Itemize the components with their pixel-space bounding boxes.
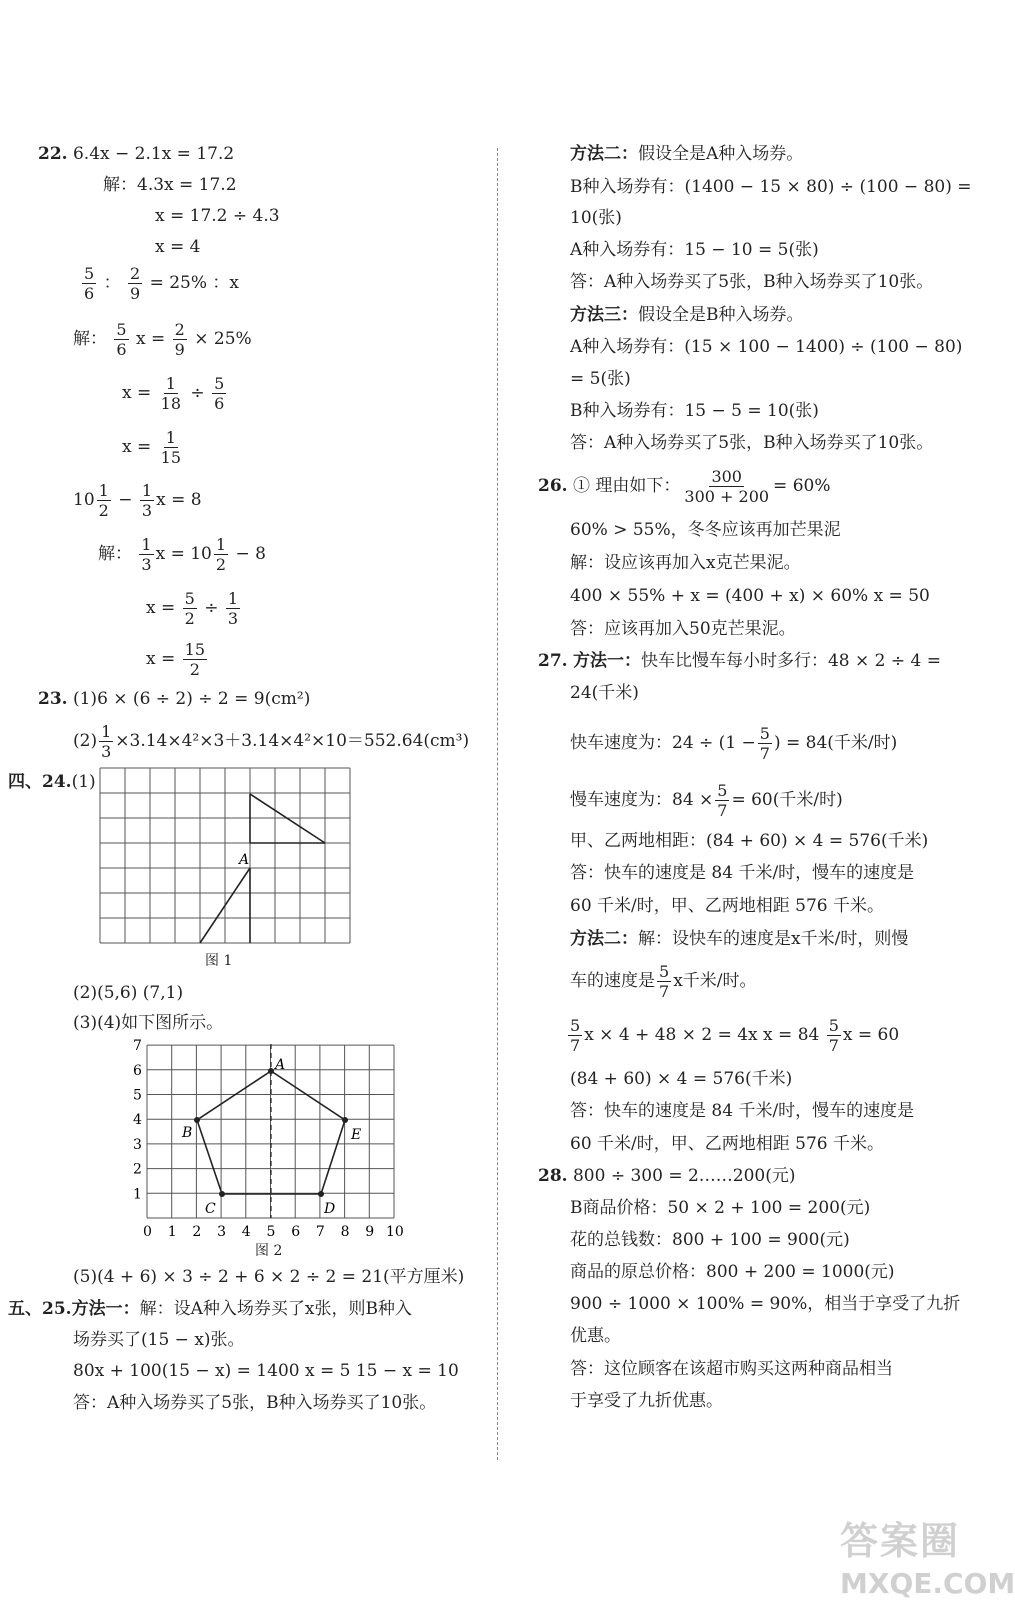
q23-line1	[38, 688, 310, 710]
fig2-label-c: C	[205, 1201, 216, 1217]
q27-equation: $\frac{5}{7}$ x × 4 + 48 × 2 = 4x x = 84 $\frac{5}{7}$ x = 60	[570, 1016, 900, 1055]
q26-line3: 解：设应该再加入x克芒果泥。	[570, 553, 801, 573]
q25-method1-title: 方法一：	[71, 1299, 140, 1319]
fig2-x-tick-label: 0	[143, 1224, 152, 1240]
q25-m2-line4: A种入场券有：15 − 10 = 5(张)	[570, 240, 819, 260]
fig2-y-tick-label: 7	[133, 1038, 142, 1055]
fraction: $\frac{15}{2}$	[184, 640, 206, 679]
fig2-x-tick-label: 7	[315, 1224, 325, 1240]
fraction: $\frac{1}{3}$	[141, 481, 153, 520]
fig2-y-tick-label: 4	[133, 1112, 142, 1129]
q26-line2: 60% > 55%，冬冬应该再加芒果泥	[570, 520, 841, 540]
figure-1-grid	[100, 768, 356, 948]
fig2-y-tick-label: 2	[133, 1161, 142, 1178]
fig2-y-tick-label: 3	[133, 1136, 142, 1153]
q22-eq3: 10 $\frac{1}{2}$ − $\frac{1}{3}$ x = 8	[73, 481, 202, 520]
q22-step2: x = 17.2 ÷ 4.3	[155, 206, 280, 226]
q22-step4: 解： $\frac{5}{6}$ x = $\frac{2}{9}$ × 25%	[73, 320, 252, 359]
fig2-x-tick-label: 2	[192, 1224, 202, 1240]
q28-line6: 优惠。	[570, 1326, 621, 1346]
fig1-point-a: A	[239, 852, 250, 868]
q27-fast-speed: 快车速度为：24 ÷ (1 − $\frac{5}{7}$ ) = 84(千米/时)	[570, 724, 898, 763]
fig2-point-b-dot	[194, 1117, 200, 1123]
q27-answer1-l2: 60 千米/时，甲、乙两地相距 576 千米。	[570, 896, 885, 916]
fraction: $\frac{5}{6}$	[214, 374, 225, 413]
q26-label: 26.	[538, 476, 568, 496]
fraction: $\frac{5}{7}$	[759, 724, 770, 763]
q27-line1: 27. 方法一：快车比慢车每小时多行：48 × 2 ÷ 4 =	[538, 651, 941, 671]
q28-label: 28.	[538, 1166, 568, 1186]
fig2-point-a-dot	[268, 1068, 274, 1074]
watermark	[840, 1510, 1015, 1600]
q24-part1: (1)	[71, 772, 96, 792]
fraction: $\frac{300}{300 + 200}$	[684, 467, 770, 506]
figure-2-coordinate-grid	[125, 1036, 415, 1241]
q22-eq1: 6.4x − 2.1x = 17.2	[72, 144, 235, 164]
fraction: $\frac{1}{3}$	[227, 589, 239, 628]
q27-answer2-l1: 答：快车的速度是 84 千米/时，慢车的速度是	[570, 1101, 915, 1121]
q24-label: 四、24.	[8, 772, 72, 792]
fig2-y-tick-label: 5	[133, 1087, 142, 1104]
q25-m3-line2: A种入场券有：(15 × 100 − 1400) ÷ (100 − 80)	[570, 337, 963, 357]
fraction: $\frac{5}{7}$	[659, 962, 670, 1001]
fig2-y-tick-label: 1	[133, 1186, 142, 1203]
fig2-point-e-dot	[342, 1117, 348, 1123]
q28-line4: 商品的原总价格：800 + 200 = 1000(元)	[570, 1262, 895, 1282]
q25-method3: 方法三：假设全是B种入场券。	[570, 305, 804, 325]
q22-line1	[38, 143, 234, 165]
q22-step7: 解： $\frac{1}{3}$ x = 10 $\frac{1}{2}$ − 8	[98, 535, 266, 574]
fig2-label-a: A	[275, 1057, 286, 1073]
fig2-x-tick-label: 6	[291, 1224, 301, 1240]
q24-part5: (5)(4 + 6) × 3 ÷ 2 + 6 × 2 ÷ 2 = 21(平方厘米)	[73, 1267, 465, 1287]
q26-line1: 26. ① 理由如下： $\frac{300}{300 + 200}$ = 60%	[538, 467, 831, 506]
q25-m3-line4: B种入场券有：15 − 5 = 10(张)	[570, 401, 819, 421]
q28-line1: 28. 800 ÷ 300 = 2……200(元)	[538, 1166, 796, 1186]
q25-m1-line2: 场券买了(15 − x)张。	[73, 1330, 245, 1350]
q22-label: 22.	[38, 144, 68, 164]
q28-answer-l2: 于享受了九折优惠。	[570, 1391, 723, 1411]
q25-label: 五、25.	[8, 1299, 72, 1319]
q27-line9: 车的速度是 $\frac{5}{7}$ x千米/时。	[570, 962, 757, 1001]
q22-step1: 解：4.3x = 17.2	[103, 175, 237, 195]
q27-answer2-l2: 60 千米/时，甲、乙两地相距 576 千米。	[570, 1134, 885, 1154]
fig2-x-tick-label: 5	[266, 1224, 276, 1240]
q25-line1: 五、25.方法一：解：设A种入场券买了x张，则B种入	[8, 1299, 412, 1319]
q25-m1-line3: 80x + 100(15 − x) = 1400 x = 5 15 − x = 10	[73, 1361, 459, 1381]
fig2-x-tick-label: 4	[241, 1224, 251, 1240]
fraction: $\frac{5}{7}$	[828, 1016, 839, 1055]
fraction: $\frac{2}{9}$	[174, 320, 185, 359]
fig2-label-b: B	[182, 1125, 193, 1141]
fig2-x-tick-label: 8	[340, 1224, 350, 1240]
figure-1-caption: 图 1	[205, 953, 233, 969]
watermark-url: MXQE.COM	[840, 1567, 1015, 1600]
q26-line4: 400 × 55% + x = (400 + x) × 60% x = 50	[570, 586, 930, 606]
fraction: $\frac{5}{7}$	[717, 781, 728, 820]
q22-step5: x = $\frac{1}{18}$ ÷ $\frac{5}{6}$	[122, 374, 225, 413]
fraction: $\frac{1}{18}$	[160, 374, 182, 413]
q28-line2: B商品价格：50 × 2 + 100 = 200(元)	[570, 1198, 871, 1218]
fraction: $\frac{1}{2}$	[98, 481, 109, 520]
fig2-x-tick-label: 3	[217, 1224, 227, 1240]
column-divider	[497, 148, 498, 1460]
fig2-label-e: E	[351, 1127, 362, 1143]
fraction: $\frac{1}{2}$	[215, 535, 227, 574]
q27-label: 27.	[538, 651, 568, 671]
q22-step9: x = $\frac{15}{2}$	[146, 640, 206, 679]
q25-m3-answer: 答：A种入场券买了5张，B种入场券买了10张。	[570, 433, 934, 453]
q23-part2: (2) $\frac{1}{3}$ ×3.14×4²×3＋3.14×4²×10＝552.64(cm³)	[73, 722, 470, 761]
q23-part1: (1)6 × (6 ÷ 2) ÷ 2 = 9(cm²)	[72, 689, 311, 709]
q22-eq2: $\frac{5}{6}$ ： $\frac{2}{9}$ = 25% ：x	[84, 264, 240, 303]
q23-label: 23.	[38, 689, 68, 709]
fraction: $\frac{5}{7}$	[570, 1016, 581, 1055]
fig2-point-c-dot	[219, 1191, 225, 1197]
fig2-x-tick-label: 10	[386, 1224, 404, 1240]
fig2-x-tick-label: 9	[365, 1224, 375, 1240]
q24-line1	[8, 771, 96, 793]
q27-method2: 方法二：解：设快车的速度是x千米/时，则慢	[570, 929, 909, 949]
fig2-label-d: D	[324, 1201, 336, 1217]
fraction: $\frac{1}{15}$	[160, 428, 182, 467]
q22-step6: x = $\frac{1}{15}$	[122, 428, 182, 467]
watermark-logo-text: 答案圈	[840, 1519, 961, 1563]
q24-part2: (2)(5,6) (7,1)	[73, 983, 184, 1003]
q27-line2: 24(千米)	[570, 683, 639, 703]
fraction: $\frac{5}{6}$	[116, 320, 127, 359]
q27-distance: 甲、乙两地相距：(84 + 60) × 4 = 576(千米)	[570, 831, 929, 851]
figure-2-caption: 图 2	[255, 1243, 283, 1259]
q25-m2-answer: 答：A种入场券买了5张，B种入场券买了10张。	[570, 272, 934, 292]
q25-m2-line2: B种入场券有：(1400 − 15 × 80) ÷ (100 − 80) =	[570, 177, 972, 197]
q28-answer-l1: 答：这位顾客在该超市购买这两种商品相当	[570, 1359, 893, 1379]
q27-answer1-l1: 答：快车的速度是 84 千米/时，慢车的速度是	[570, 863, 915, 883]
fraction: $\frac{2}{9}$	[130, 264, 141, 303]
q22-step8: x = $\frac{5}{2}$ ÷ $\frac{1}{3}$	[146, 589, 239, 628]
fig2-point-d-dot	[318, 1191, 324, 1197]
q27-slow-speed: 慢车速度为：84 × $\frac{5}{7}$ = 60(千米/时)	[570, 781, 843, 820]
q28-line5: 900 ÷ 1000 × 100% = 90%，相当于享受了九折	[570, 1294, 961, 1314]
fig2-x-tick-label: 1	[167, 1224, 177, 1240]
fraction: $\frac{1}{3}$	[141, 535, 152, 574]
q26-answer: 答：应该再加入50克芒果泥。	[570, 619, 796, 639]
q28-line3: 花的总钱数：800 + 100 = 900(元)	[570, 1230, 850, 1250]
q25-method2: 方法二：假设全是A种入场券。	[570, 144, 804, 164]
q25-m2-line3: 10(张)	[570, 208, 622, 228]
fig2-y-tick-label: 6	[133, 1062, 142, 1079]
q27-line11: (84 + 60) × 4 = 576(千米)	[570, 1069, 793, 1089]
q25-m1-answer: 答：A种入场券买了5张，B种入场券买了10张。	[73, 1393, 437, 1413]
q25-m3-line3: = 5(张)	[570, 369, 631, 389]
q24-part3: (3)(4)如下图所示。	[73, 1013, 224, 1033]
fraction: $\frac{5}{2}$	[184, 589, 195, 628]
fraction: $\frac{5}{6}$	[84, 264, 95, 303]
q22-step3: x = 4	[155, 237, 201, 257]
fraction: $\frac{1}{3}$	[101, 722, 112, 761]
